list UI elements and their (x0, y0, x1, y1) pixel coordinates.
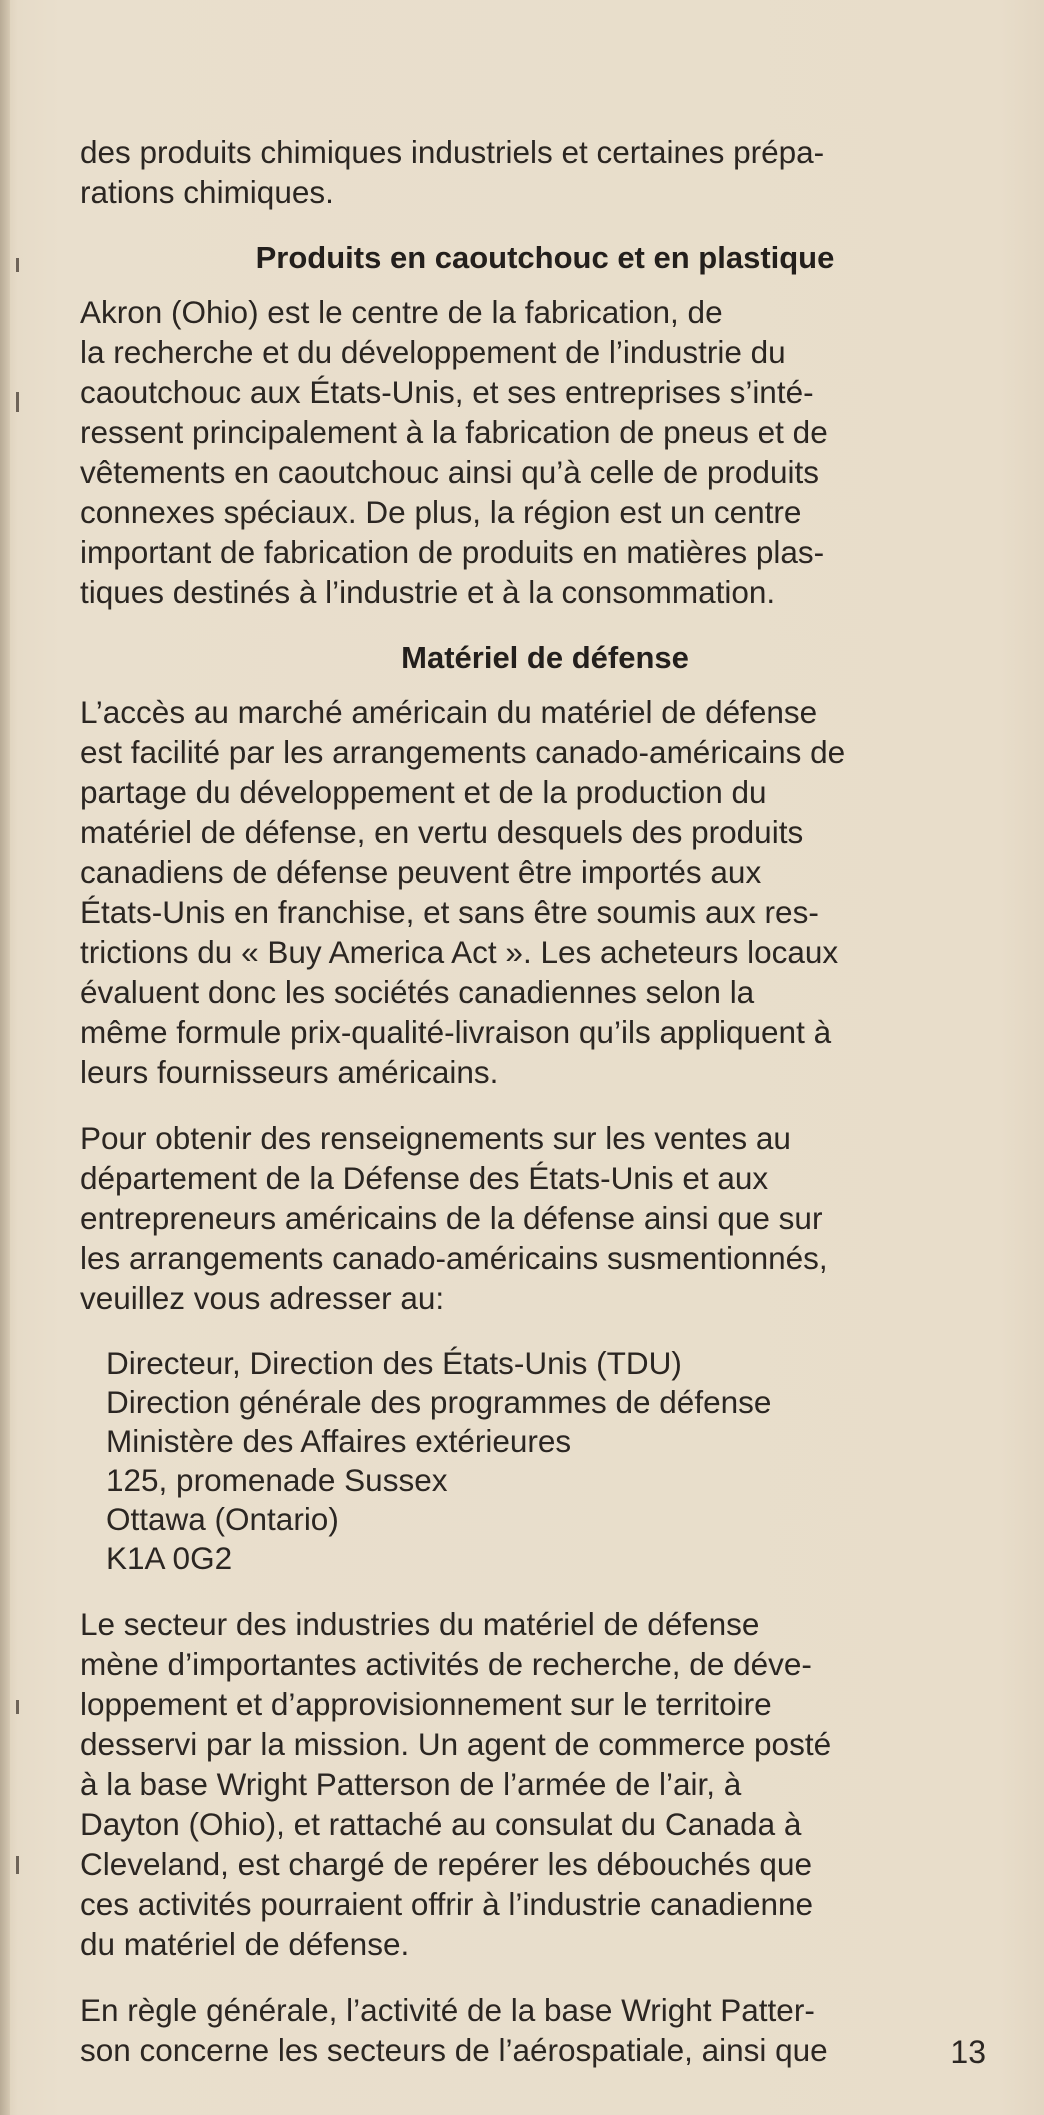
address-line: K1A 0G2 (106, 1540, 233, 1576)
page-number: 13 (950, 2034, 986, 2070)
section-heading-rubber: Produits en caoutchouc et en plastique (255, 240, 835, 275)
text-line: partage du développement et de la production du (80, 774, 767, 810)
text-line: L’accès au marché américain du matériel de défense (80, 694, 818, 730)
address-line: Direction générale des programmes de défense (106, 1384, 772, 1420)
text-line: important de fabrication de produits en matières plas- (80, 534, 825, 570)
text-line: loppement et d’approvisionnement sur le territoire (80, 1686, 772, 1722)
text-line: Pour obtenir des renseignements sur les ventes au (80, 1120, 791, 1156)
text-line: vêtements en caoutchouc ainsi qu’à celle de produits (80, 454, 819, 490)
text-line: caoutchouc aux États-Unis, et ses entreprises s’inté- (80, 374, 814, 410)
text-line: Akron (Ohio) est le centre de la fabrication, de (80, 294, 723, 330)
text-line: les arrangements canado-américains susmentionnés, (80, 1240, 828, 1276)
text-line: ressent principalement à la fabrication de pneus et de (80, 414, 828, 450)
text-line: son concerne les secteurs de l’aérospatiale, ainsi que (80, 2032, 828, 2068)
text-line: des produits chimiques industriels et certaines prépa- (80, 134, 825, 170)
defense-paragraph-1 (80, 692, 990, 1092)
page-spine-shadow (0, 0, 10, 2115)
text-line: du matériel de défense. (80, 1926, 410, 1962)
address-line: Directeur, Direction des États-Unis (TDU) (106, 1345, 682, 1381)
text-line: matériel de défense, en vertu desquels des produits (80, 814, 804, 850)
text-line: département de la Défense des États-Unis et aux (80, 1160, 769, 1196)
address-line: Ottawa (Ontario) (106, 1501, 339, 1537)
page-body (80, 132, 990, 2096)
text-line: leurs fournisseurs américains. (80, 1054, 499, 1090)
address-line: 125, promenade Sussex (106, 1462, 448, 1498)
text-line: Le secteur des industries du matériel de défense (80, 1606, 760, 1642)
text-line: mène d’importantes activités de recherche, de déve- (80, 1646, 812, 1682)
margin-mark (16, 1700, 19, 1714)
text-line: Cleveland, est chargé de repérer les débouchés que (80, 1846, 812, 1882)
text-line: évaluent donc les sociétés canadiennes selon la (80, 974, 755, 1010)
margin-mark (16, 1856, 19, 1874)
text-line: Dayton (Ohio), et rattaché au consulat du Canada à (80, 1806, 802, 1842)
text-line: connexes spéciaux. De plus, la région est un centre (80, 494, 802, 530)
text-line: États-Unis en franchise, et sans être soumis aux res- (80, 894, 819, 930)
text-line: même formule prix-qualité-livraison qu’ils appliquent à (80, 1014, 832, 1050)
text-line: est facilité par les arrangements canado-américains de (80, 734, 846, 770)
section-heading-defense: Matériel de défense (401, 640, 689, 675)
text-line: canadiens de défense peuvent être importés aux (80, 854, 762, 890)
text-line: la recherche et du développement de l’industrie du (80, 334, 786, 370)
text-line: En règle générale, l’activité de la base Wright Patter- (80, 1992, 815, 2028)
text-line: rations chimiques. (80, 174, 334, 210)
intro-paragraph (80, 132, 990, 212)
text-line: ces activités pourraient offrir à l’industrie canadienne (80, 1886, 814, 1922)
margin-mark (16, 258, 19, 272)
text-line: trictions du « Buy America Act ». Les acheteurs locaux (80, 934, 839, 970)
defense-paragraph-4 (80, 1990, 990, 2070)
defense-paragraph-3 (80, 1604, 990, 1964)
address-line: Ministère des Affaires extérieures (106, 1423, 572, 1459)
text-line: entrepreneurs américains de la défense ainsi que sur (80, 1200, 823, 1236)
mailing-address (106, 1344, 990, 1578)
text-line: tiques destinés à l’industrie et à la consommation. (80, 574, 776, 610)
text-line: à la base Wright Patterson de l’armée de l’air, à (80, 1766, 742, 1802)
defense-paragraph-2 (80, 1118, 990, 1318)
text-line: desservi par la mission. Un agent de commerce posté (80, 1726, 832, 1762)
rubber-paragraph (80, 292, 990, 612)
margin-mark (16, 392, 19, 412)
text-line: veuillez vous adresser au: (80, 1280, 445, 1316)
